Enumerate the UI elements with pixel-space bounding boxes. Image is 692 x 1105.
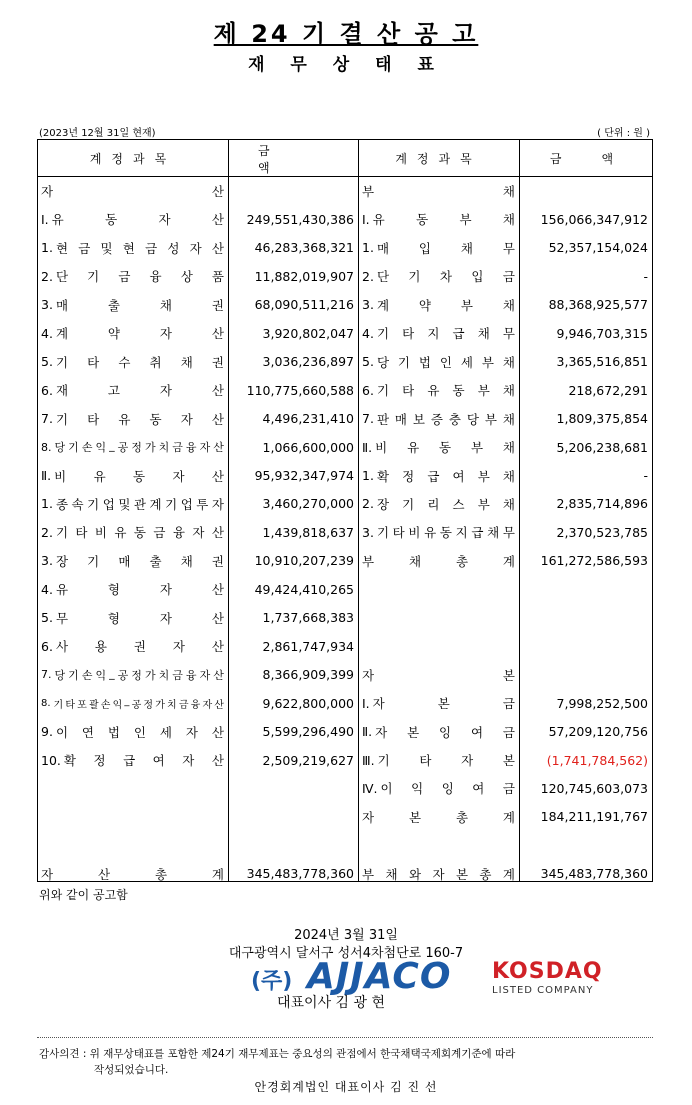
company-logo: AJJACO: [307, 956, 452, 997]
liability-account-row: 3. 계 약 부 채: [362, 297, 515, 313]
account-number: 5.: [41, 610, 53, 626]
account-number: 3.: [362, 297, 374, 313]
account-number: 2.: [362, 268, 374, 284]
account-number: 2.: [41, 268, 53, 284]
asset-account-row: 3. 매 출 채 권: [41, 297, 224, 313]
liability-amount-cell: 218,672,291: [568, 382, 648, 398]
kosdaq-listed-label: LISTED COMPANY: [492, 985, 594, 996]
account-number: 2.: [41, 524, 53, 540]
account-number: Ⅱ.: [362, 439, 373, 455]
unit-note: ( 단위 : 원 ): [597, 128, 650, 139]
liability-account-row: 7. 판 매 보 증 충 당 부 채: [362, 411, 515, 427]
account-number: 7.: [362, 411, 374, 427]
liability-account-row: 6. 기 타 유 동 부 채: [362, 382, 515, 399]
asset-amount-cell: 68,090,511,216: [254, 297, 354, 313]
account-number: Ⅰ.: [362, 211, 370, 227]
asset-account-row: 4. 유 형 자 산: [41, 581, 224, 598]
liability-account-row: 자 본 총 계: [362, 809, 515, 825]
asset-amount-cell: 49,424,410,265: [254, 581, 354, 597]
asset-amount-cell: 95,932,347,974: [254, 468, 354, 483]
account-number: 3.: [41, 297, 53, 313]
liability-equity-total-amount: 345,483,778,360: [540, 866, 648, 882]
asset-amount-cell: 11,882,019,907: [254, 268, 354, 284]
asset-amount-cell: 1,737,668,383: [262, 610, 354, 626]
audit-opinion-line1: 감사의견 : 위 재무상태표를 포함한 제24기 재무제표는 중요성의 관점에서 한국채택국제회계기준에 따라: [39, 1048, 516, 1060]
date-note: (2023년 12월 31일 현재): [39, 128, 156, 139]
liability-account-row: 부 채: [362, 184, 515, 199]
asset-amount-cell: 1,066,600,000: [262, 439, 354, 455]
asset-account-row: 1. 현 금 및 현 금 성 자 산: [41, 240, 224, 256]
header-right-amount: 금액: [549, 152, 654, 166]
asset-account-row: 6. 재 고 자 산: [41, 382, 224, 399]
asset-amount-cell: 3,920,802,047: [262, 325, 354, 341]
liability-amount-cell: 120,745,603,073: [540, 780, 648, 796]
account-number: Ⅲ.: [362, 752, 375, 768]
asset-account-row: 8. 당 기 손 익 _ 공 정 가 치 금 융 자 산: [41, 439, 224, 455]
account-number: 1.: [362, 240, 374, 256]
account-number: 8.: [41, 440, 52, 454]
account-number: Ⅰ.: [362, 695, 370, 711]
account-number: 8.: [41, 697, 51, 709]
asset-account-row: 7. 당 기 손 익 _ 공 정 가 치 금 융 자 산: [41, 666, 224, 682]
liability-account-row: Ⅱ. 자 본 잉 여 금: [362, 724, 515, 740]
asset-account-row: 8. 기 타 포 괄 손 익 _ 공 정 가 치 금 융 자 산: [41, 695, 224, 711]
asset-account-row: 2. 단 기 금 융 상 품: [41, 268, 224, 285]
header-right-account: 계정과목: [395, 152, 482, 166]
asset-amount-cell: 3,036,236,897: [262, 354, 354, 370]
asset-amount-cell: 1,439,818,637: [262, 524, 354, 540]
liability-amount-cell: 184,211,191,767: [540, 809, 648, 825]
announcement-date: 2024년 3월 31일: [294, 928, 398, 943]
account-number: 5.: [362, 354, 374, 370]
account-number: Ⅱ.: [41, 468, 52, 483]
liability-amount-cell: 161,272,586,593: [540, 553, 648, 569]
account-number: 10.: [41, 752, 61, 768]
liability-amount-cell: 88,368,925,577: [548, 297, 648, 313]
account-number: 4.: [362, 325, 374, 341]
divider: [37, 1037, 653, 1038]
company-prefix: (주): [251, 969, 293, 994]
liability-amount-cell: 7,998,252,500: [556, 695, 648, 711]
column-divider: [519, 140, 520, 881]
asset-total-label: 자 산 총 계: [41, 866, 224, 882]
asset-account-row: 3. 장 기 매 출 채 권: [41, 553, 224, 569]
asset-amount-cell: 8,366,909,399: [262, 667, 354, 683]
account-number: 7.: [41, 411, 53, 427]
account-number: 1.: [41, 496, 53, 512]
document-title: 제 24 기 결 산 공 고: [213, 20, 479, 48]
liability-amount-cell: 9,946,703,315: [556, 325, 648, 341]
asset-amount-cell: 5,599,296,490: [262, 724, 354, 740]
asset-amount-cell: 46,283,368,321: [254, 240, 354, 256]
asset-amount-cell: 9,622,800,000: [262, 695, 354, 711]
asset-account-row: 9. 이 연 법 인 세 자 산: [41, 724, 224, 740]
asset-account-row: Ⅰ. 유 동 자 산: [41, 211, 224, 228]
account-number: 3.: [362, 524, 374, 540]
asset-account-row: Ⅱ. 비 유 동 자 산: [41, 468, 224, 484]
liability-account-row: 5. 당 기 법 인 세 부 채: [362, 354, 515, 370]
asset-total-amount: 345,483,778,360: [246, 866, 354, 882]
liability-account-row: 부 채 총 계: [362, 553, 515, 569]
account-number: Ⅳ.: [362, 780, 378, 796]
header-left-account: 계정과목: [89, 152, 177, 166]
liability-account-row: Ⅰ. 유 동 부 채: [362, 211, 515, 228]
liability-account-row: 4. 기 타 지 급 채 무: [362, 325, 515, 342]
liability-amount-cell: 52,357,154,024: [548, 240, 648, 256]
ceo-name: 대표이사 김 광 현: [277, 995, 386, 1011]
liability-account-row: Ⅲ. 기 타 자 본: [362, 752, 515, 768]
kosdaq-logo: KOSDAQ: [492, 959, 603, 984]
asset-account-row: 1. 종 속 기 업 및 관 계 기 업 투 자: [41, 496, 224, 512]
liability-amount-cell: 156,066,347,912: [540, 211, 648, 227]
account-number: 9.: [41, 724, 53, 740]
account-number: 7.: [41, 668, 52, 682]
asset-account-row: 7. 기 타 유 동 자 산: [41, 411, 224, 427]
liability-amount-cell: 5,206,238,681: [556, 439, 648, 455]
asset-amount-cell: 110,775,660,588: [246, 382, 354, 398]
asset-account-row: 2. 기 타 비 유 동 금 융 자 산: [41, 524, 224, 541]
column-divider-center: [358, 140, 359, 881]
account-number: Ⅰ.: [41, 211, 49, 227]
company-address: 대구광역시 달서구 성서4차첨단로 160-7: [228, 946, 464, 961]
liability-amount-cell: 3,365,516,851: [556, 354, 648, 370]
account-number: 2.: [362, 496, 374, 512]
asset-amount-cell: 2,861,747,934: [262, 638, 354, 654]
asset-account-row: 5. 무 형 자 산: [41, 610, 224, 626]
liability-account-row: 1. 확 정 급 여 부 채: [362, 468, 515, 484]
asset-account-row: 6. 사 용 권 자 산: [41, 638, 224, 655]
account-number: 3.: [41, 553, 53, 569]
liability-amount-cell: 1,809,375,854: [556, 411, 648, 427]
asset-amount-cell: 4,496,231,410: [262, 411, 354, 427]
account-number: 1.: [362, 468, 374, 483]
column-divider: [228, 140, 229, 881]
liability-amount-cell: 2,370,523,785: [556, 524, 648, 540]
footer-statement: 위와 같이 공고함: [39, 888, 128, 902]
asset-amount-cell: 10,910,207,239: [254, 553, 354, 569]
liability-amount-cell: 2,835,714,896: [556, 496, 648, 512]
asset-account-row: 4. 계 약 자 산: [41, 325, 224, 342]
liability-account-row: 1. 매 입 채 무: [362, 240, 515, 256]
account-number: Ⅱ.: [362, 724, 373, 740]
asset-amount-cell: 3,460,270,000: [262, 496, 354, 512]
account-number: 6.: [362, 382, 374, 398]
audit-opinion-line2: 작성되었습니다.: [94, 1064, 169, 1076]
liability-amount-cell: 57,209,120,756: [548, 724, 648, 740]
header-left-amount: 금액: [258, 143, 310, 175]
liability-account-row: Ⅳ. 이 익 잉 여 금: [362, 780, 515, 797]
liability-account-row: Ⅰ. 자 본 금: [362, 695, 515, 712]
liability-account-row: 2. 단 기 차 입 금: [362, 268, 515, 285]
asset-amount-cell: 249,551,430,386: [246, 211, 354, 227]
liability-amount-cell: -: [643, 268, 648, 284]
liability-account-row: 2. 장 기 리 스 부 채: [362, 496, 515, 512]
liability-amount-cell: (1,741,784,562): [546, 752, 648, 768]
account-number: 4.: [41, 325, 53, 341]
asset-amount-cell: 2,509,219,627: [262, 752, 354, 768]
asset-account-row: 10. 확 정 급 여 자 산: [41, 752, 224, 768]
balance-sheet-table: [37, 139, 653, 882]
account-number: 6.: [41, 638, 53, 654]
liability-equity-total-label: 부 채 와 자 본 총 계: [362, 866, 515, 882]
liability-account-row: Ⅱ. 비 유 동 부 채: [362, 439, 515, 456]
account-number: 4.: [41, 581, 53, 597]
liability-account-row: 3. 기 타 비 유 동 지 급 채 무: [362, 524, 515, 541]
liability-amount-cell: -: [643, 468, 648, 483]
account-number: 1.: [41, 240, 53, 256]
liability-account-row: 자 본: [362, 667, 515, 683]
account-number: 5.: [41, 354, 53, 370]
asset-account-row: 5. 기 타 수 취 채 권: [41, 354, 224, 370]
document-subtitle: 재 무 상 태 표: [248, 55, 444, 75]
auditor-name: 안경회계법인 대표이사 김 진 선: [254, 1080, 438, 1094]
account-number: 6.: [41, 382, 53, 398]
asset-account-row: 자 산: [41, 184, 224, 199]
